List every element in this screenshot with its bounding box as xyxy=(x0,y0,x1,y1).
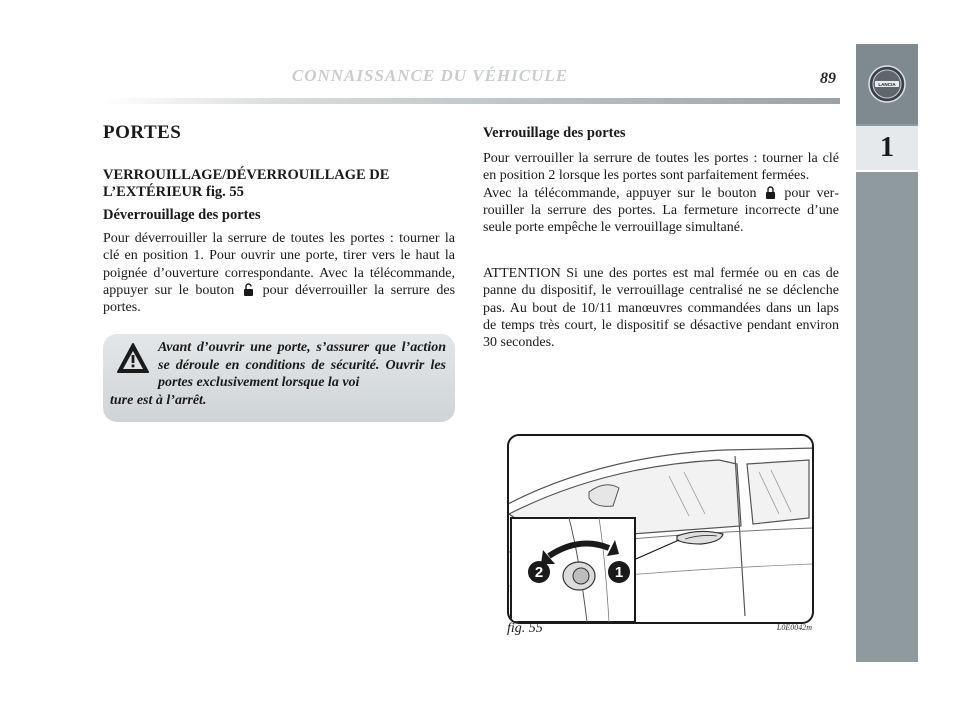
unlock-button-icon xyxy=(243,283,254,296)
callout-1: 1 xyxy=(614,564,624,581)
chapter-divider xyxy=(856,170,918,172)
unlock-heading: Déverrouillage des portes xyxy=(103,207,261,223)
chapter-number: 1 xyxy=(856,126,918,170)
lock-text-3: pour verrouiller la serrure des portes. La fermeture incorrecte d’une seule porte empêche le verrouillage simultané. xyxy=(483,185,840,236)
figure-caption: fig. 55 xyxy=(507,621,543,636)
lock-text-2: Avec la télécommande, appuyer sur le bouton xyxy=(483,185,757,201)
lock-heading: Verrouillage des portes xyxy=(483,125,626,141)
running-head: CONNAISSANCE DU VÉHICULE xyxy=(291,66,569,85)
brand-logo-box xyxy=(856,44,918,124)
unlock-text-2: pour déverrouiller la serrure des portes. xyxy=(103,282,456,316)
lancia-logo-icon xyxy=(867,64,907,104)
section-title: PORTES xyxy=(103,122,182,143)
attention-paragraph: ATTENTION Si une des portes est mal fermée ou en cas de panne du dispositif, le verrouillage centralisé ne se déclenche pas. Au bout de 10/11 manœuvres commandées dans un laps de temps très court, le dispositif se désactive pendant environ 30 secondes. xyxy=(483,266,839,351)
unlock-text-1: Pour déverrouiller la serrure de toutes les portes : tourner la clé en position 1. Pour ouvrir une porte, tirer vers le haut la poignée d’ouverture correspondante. Avec la télécommande, appuyer sur le bouton xyxy=(103,231,455,298)
callout-2: 2 xyxy=(534,564,544,581)
header-rule xyxy=(100,98,840,104)
page-number: 89 xyxy=(820,70,836,87)
car-door-illustration xyxy=(509,436,812,622)
warning-line-2: ture est à l’arrêt. xyxy=(110,392,207,408)
figure-55 xyxy=(507,434,814,624)
warning-text xyxy=(110,339,446,409)
lock-paragraph xyxy=(483,150,839,236)
unlock-paragraph xyxy=(103,230,455,316)
lock-text-1: Pour verrouiller la serrure de toutes les portes : tourner la clé en position 2 lorsque les portes sont parfaitement fermées. xyxy=(483,151,839,184)
figure-code: L0E0042m xyxy=(776,623,812,632)
logo-text: LANCIA xyxy=(878,82,896,87)
subsection-title: VERROUILLAGE/DÉVERROUILLAGE DE L’EXTÉRIEUR fig. 55 xyxy=(103,167,390,200)
warning-line-1: Avant d’ouvrir une porte, s’assurer que l’action se déroule en conditions de sécurité. Ouvrir les portes exclusivement lorsque la voi xyxy=(158,340,446,390)
lock-button-icon xyxy=(765,186,776,199)
